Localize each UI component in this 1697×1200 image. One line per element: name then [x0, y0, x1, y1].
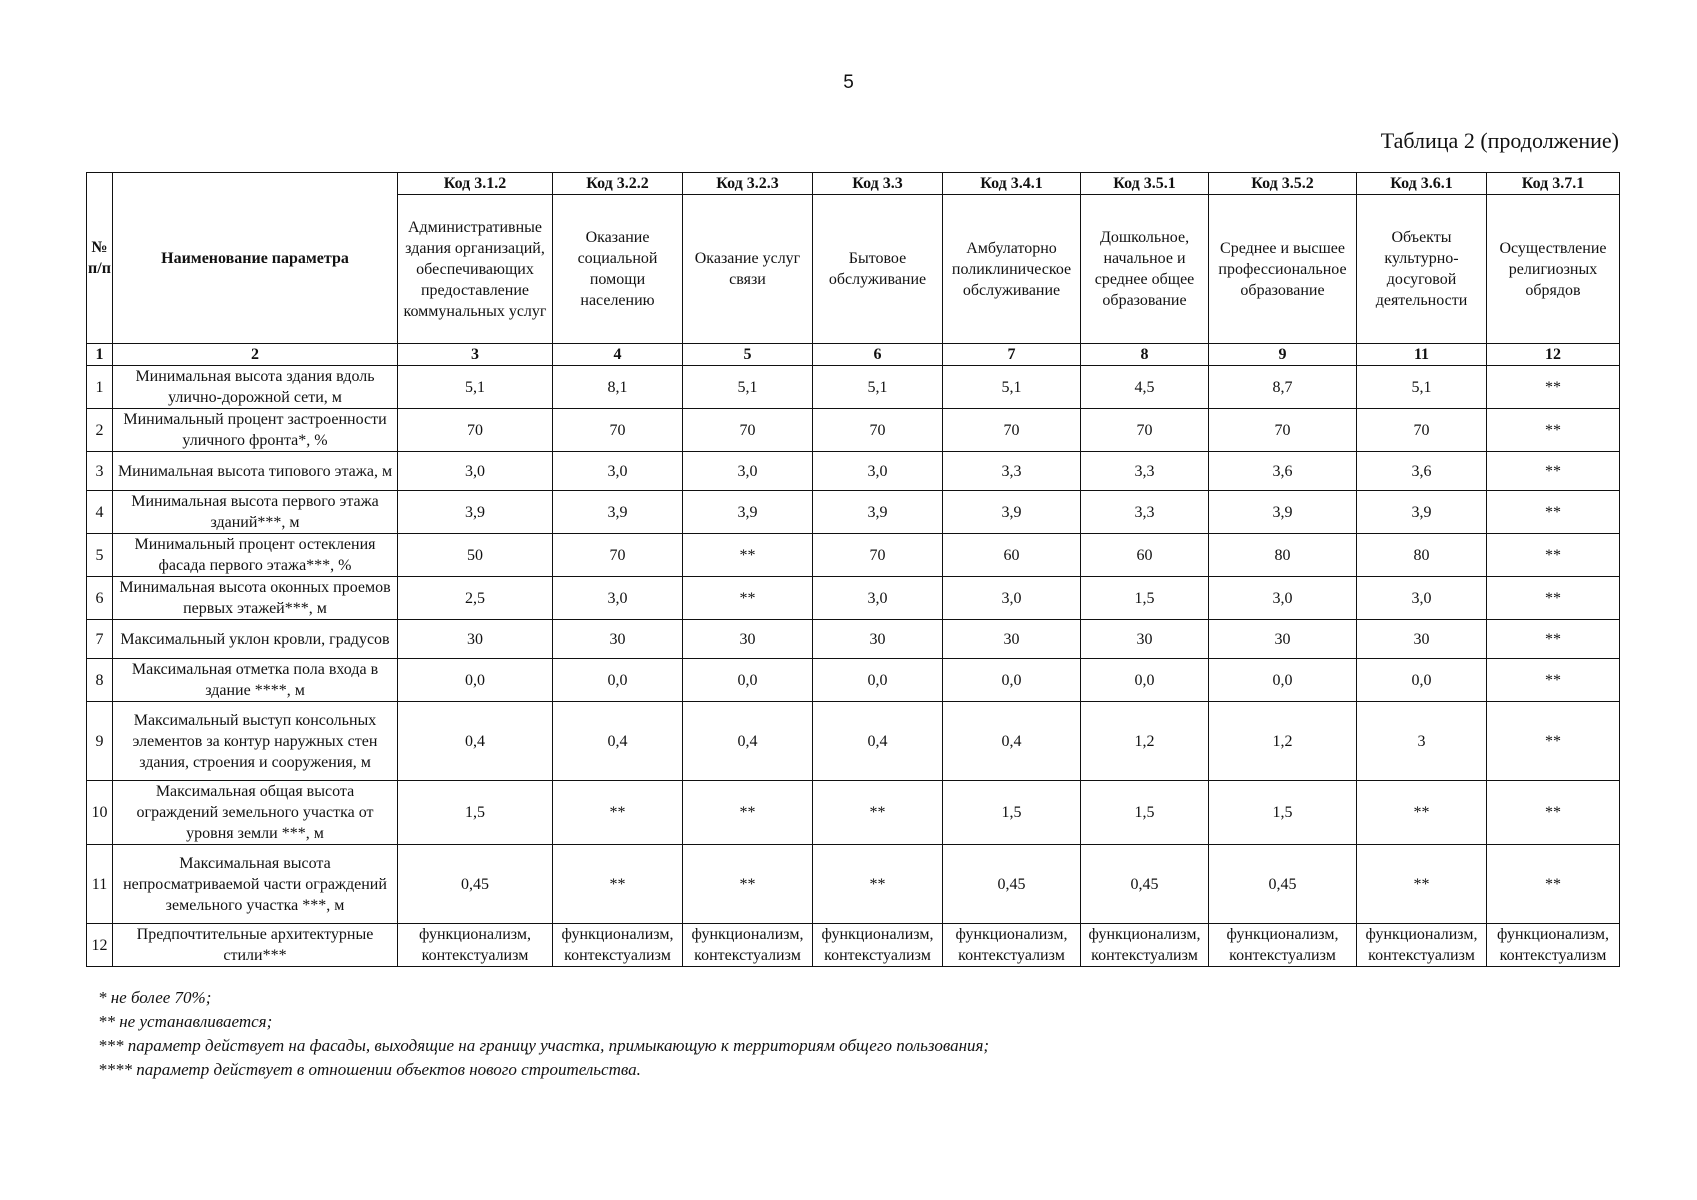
row-number: 11	[87, 845, 113, 924]
value-cell: 80	[1209, 534, 1357, 577]
value-cell: 30	[1357, 620, 1487, 659]
row-number: 9	[87, 702, 113, 781]
column-number: 4	[553, 344, 683, 366]
value-cell: 8,1	[553, 366, 683, 409]
footnote: **** параметр действует в отношении объектов нового строительства.	[98, 1060, 641, 1079]
value-cell: **	[1487, 659, 1620, 702]
code-header: Код 3.2.3	[683, 173, 813, 195]
value-cell: 3,3	[1081, 452, 1209, 491]
value-cell: 3,3	[1081, 491, 1209, 534]
code-header: Код 3.7.1	[1487, 173, 1620, 195]
value-cell: **	[1357, 845, 1487, 924]
value-cell: 30	[398, 620, 553, 659]
parameter-name: Максимальный выступ консольных элементов за контур наружных стен здания, строения и сооружения, м	[113, 702, 398, 781]
value-cell: **	[683, 534, 813, 577]
value-cell: 3,9	[683, 491, 813, 534]
value-cell: 0,0	[1357, 659, 1487, 702]
value-cell: 30	[813, 620, 943, 659]
table-row	[87, 845, 1620, 924]
value-cell: 30	[1209, 620, 1357, 659]
value-cell: 70	[683, 409, 813, 452]
value-cell: 3,3	[943, 452, 1081, 491]
value-cell: 0,0	[553, 659, 683, 702]
value-cell: 3,0	[683, 452, 813, 491]
value-cell: 70	[813, 534, 943, 577]
value-cell: функционализм, контекстуализм	[813, 924, 943, 967]
value-cell: **	[1487, 491, 1620, 534]
table-row	[87, 366, 1620, 409]
column-number: 11	[1357, 344, 1487, 366]
row-number: 7	[87, 620, 113, 659]
value-cell: **	[553, 845, 683, 924]
parameter-name: Минимальная высота здания вдоль улично-дорожной сети, м	[113, 366, 398, 409]
value-cell: 0,4	[683, 702, 813, 781]
footnote: ** не устанавливается;	[98, 1012, 273, 1031]
value-cell: 3,0	[1357, 577, 1487, 620]
value-cell: 0,45	[1081, 845, 1209, 924]
code-header: Код 3.5.2	[1209, 173, 1357, 195]
column-number: 7	[943, 344, 1081, 366]
value-cell: 5,1	[683, 366, 813, 409]
value-cell: 3,0	[813, 577, 943, 620]
code-header-row	[87, 173, 1620, 195]
parameter-name: Минимальная высота типового этажа, м	[113, 452, 398, 491]
value-cell: 0,4	[553, 702, 683, 781]
parameter-name: Минимальная высота оконных проемов первых этажей***, м	[113, 577, 398, 620]
value-cell: 1,5	[1081, 781, 1209, 845]
value-cell: 5,1	[813, 366, 943, 409]
use-name-cell: Оказание услуг связи	[683, 195, 813, 344]
value-cell: 70	[398, 409, 553, 452]
code-header: Код 3.2.2	[553, 173, 683, 195]
value-cell: **	[813, 781, 943, 845]
column-number: 3	[398, 344, 553, 366]
value-cell: 3,0	[553, 452, 683, 491]
value-cell: 3,0	[398, 452, 553, 491]
code-header: Код 3.6.1	[1357, 173, 1487, 195]
value-cell: функционализм, контекстуализм	[1357, 924, 1487, 967]
value-cell: 3	[1357, 702, 1487, 781]
value-cell: 70	[1357, 409, 1487, 452]
value-cell: **	[1487, 845, 1620, 924]
row-number: 12	[87, 924, 113, 967]
value-cell: **	[1487, 534, 1620, 577]
table-body	[87, 366, 1620, 967]
value-cell: 0,45	[1209, 845, 1357, 924]
value-cell: **	[1487, 366, 1620, 409]
value-cell: функционализм, контекстуализм	[1209, 924, 1357, 967]
row-number: 4	[87, 491, 113, 534]
column-number: 5	[683, 344, 813, 366]
table-row	[87, 452, 1620, 491]
value-cell: 1,2	[1209, 702, 1357, 781]
value-cell: **	[1487, 781, 1620, 845]
value-cell: 30	[943, 620, 1081, 659]
value-cell: 0,0	[813, 659, 943, 702]
value-cell: 3,9	[813, 491, 943, 534]
table-row	[87, 659, 1620, 702]
column-number: 9	[1209, 344, 1357, 366]
row-number: 1	[87, 366, 113, 409]
table-caption: Таблица 2 (продолжение)	[1380, 128, 1619, 153]
value-cell: 30	[553, 620, 683, 659]
value-cell: 3,6	[1357, 452, 1487, 491]
value-cell: **	[1487, 452, 1620, 491]
value-cell: **	[553, 781, 683, 845]
param-header: Наименование параметра	[113, 173, 398, 344]
value-cell: 4,5	[1081, 366, 1209, 409]
value-cell: **	[1357, 781, 1487, 845]
column-number: 6	[813, 344, 943, 366]
value-cell: **	[1487, 577, 1620, 620]
value-cell: 1,2	[1081, 702, 1209, 781]
table-row	[87, 781, 1620, 845]
value-cell: функционализм, контекстуализм	[1081, 924, 1209, 967]
value-cell: 50	[398, 534, 553, 577]
code-header: Код 3.1.2	[398, 173, 553, 195]
parameter-name: Максимальная отметка пола входа в здание ****, м	[113, 659, 398, 702]
value-cell: 0,45	[398, 845, 553, 924]
parameter-name: Максимальная высота непросматриваемой части ограждений земельного участка ***, м	[113, 845, 398, 924]
value-cell: **	[683, 577, 813, 620]
value-cell: 3,9	[943, 491, 1081, 534]
column-number: 12	[1487, 344, 1620, 366]
value-cell: 0,45	[943, 845, 1081, 924]
value-cell: 70	[813, 409, 943, 452]
value-cell: 5,1	[1357, 366, 1487, 409]
use-name-cell: Объекты культурно-досуговой деятельности	[1357, 195, 1487, 344]
value-cell: 0,4	[813, 702, 943, 781]
column-number-row	[87, 344, 1620, 366]
value-cell: 1,5	[943, 781, 1081, 845]
table-row	[87, 702, 1620, 781]
page-number: 5	[843, 72, 854, 93]
use-name-cell: Дошкольное, начальное и среднее общее образование	[1081, 195, 1209, 344]
parameter-name: Максимальная общая высота ограждений земельного участка от уровня земли ***, м	[113, 781, 398, 845]
value-cell: 30	[1081, 620, 1209, 659]
table-row	[87, 620, 1620, 659]
value-cell: **	[683, 845, 813, 924]
value-cell: 3,9	[398, 491, 553, 534]
value-cell: 8,7	[1209, 366, 1357, 409]
use-name-cell: Оказание социальной помощи населению	[553, 195, 683, 344]
use-name-cell: Среднее и высшее профессиональное образование	[1209, 195, 1357, 344]
code-header: Код 3.4.1	[943, 173, 1081, 195]
row-number: 5	[87, 534, 113, 577]
row-number: 8	[87, 659, 113, 702]
value-cell: функционализм, контекстуализм	[553, 924, 683, 967]
value-cell: 60	[943, 534, 1081, 577]
value-cell: 0,0	[1081, 659, 1209, 702]
footnote: *** параметр действует на фасады, выходящие на границу участка, примыкающую к территориям общего пользования;	[98, 1036, 990, 1055]
num-header: № п/п	[87, 173, 113, 344]
code-header: Код 3.5.1	[1081, 173, 1209, 195]
value-cell: 0,0	[683, 659, 813, 702]
value-cell: 3,0	[553, 577, 683, 620]
value-cell: 70	[1209, 409, 1357, 452]
value-cell: функционализм, контекстуализм	[683, 924, 813, 967]
value-cell: 60	[1081, 534, 1209, 577]
value-cell: 3,9	[1209, 491, 1357, 534]
value-cell: функционализм, контекстуализм	[398, 924, 553, 967]
use-name-cell: Административные здания организаций, обеспечивающих предоставление коммунальных услуг	[398, 195, 553, 344]
table-row	[87, 409, 1620, 452]
parameter-name: Максимальный уклон кровли, градусов	[113, 620, 398, 659]
value-cell: 2,5	[398, 577, 553, 620]
table-row	[87, 491, 1620, 534]
value-cell: 0,4	[943, 702, 1081, 781]
value-cell: **	[1487, 702, 1620, 781]
value-cell: функционализм, контекстуализм	[943, 924, 1081, 967]
value-cell: 3,6	[1209, 452, 1357, 491]
parameters-table	[86, 172, 1620, 967]
column-number: 1	[87, 344, 113, 366]
column-number: 8	[1081, 344, 1209, 366]
value-cell: 70	[553, 409, 683, 452]
value-cell: 1,5	[1209, 781, 1357, 845]
value-cell: **	[1487, 409, 1620, 452]
value-cell: 3,9	[553, 491, 683, 534]
footnote: * не более 70%;	[98, 988, 212, 1007]
value-cell: 3,9	[1357, 491, 1487, 534]
table-row	[87, 924, 1620, 967]
code-header: Код 3.3	[813, 173, 943, 195]
value-cell: 70	[943, 409, 1081, 452]
value-cell: **	[1487, 620, 1620, 659]
table-row	[87, 577, 1620, 620]
column-number: 2	[113, 344, 398, 366]
value-cell: 1,5	[398, 781, 553, 845]
value-cell: 0,0	[398, 659, 553, 702]
parameter-name: Минимальный процент застроенности уличного фронта*, %	[113, 409, 398, 452]
value-cell: 3,0	[943, 577, 1081, 620]
value-cell: **	[813, 845, 943, 924]
parameter-name: Минимальный процент остекления фасада первого этажа***, %	[113, 534, 398, 577]
use-name-cell: Осуществление религиозных обрядов	[1487, 195, 1620, 344]
parameter-name: Предпочтительные архитектурные стили***	[113, 924, 398, 967]
value-cell: 3,0	[813, 452, 943, 491]
value-cell: 5,1	[943, 366, 1081, 409]
value-cell: 5,1	[398, 366, 553, 409]
value-cell: 0,0	[1209, 659, 1357, 702]
use-name-cell: Бытовое обслуживание	[813, 195, 943, 344]
footnotes	[98, 986, 989, 1082]
value-cell: 70	[553, 534, 683, 577]
row-number: 10	[87, 781, 113, 845]
value-cell: 30	[683, 620, 813, 659]
value-cell: **	[683, 781, 813, 845]
value-cell: 80	[1357, 534, 1487, 577]
value-cell: 0,4	[398, 702, 553, 781]
value-cell: 70	[1081, 409, 1209, 452]
table-row	[87, 534, 1620, 577]
use-name-cell: Амбулаторно поликлиническое обслуживание	[943, 195, 1081, 344]
row-number: 6	[87, 577, 113, 620]
value-cell: 0,0	[943, 659, 1081, 702]
value-cell: 1,5	[1081, 577, 1209, 620]
row-number: 3	[87, 452, 113, 491]
parameter-name: Минимальная высота первого этажа зданий***, м	[113, 491, 398, 534]
value-cell: функционализм, контекстуализм	[1487, 924, 1620, 967]
value-cell: 3,0	[1209, 577, 1357, 620]
row-number: 2	[87, 409, 113, 452]
